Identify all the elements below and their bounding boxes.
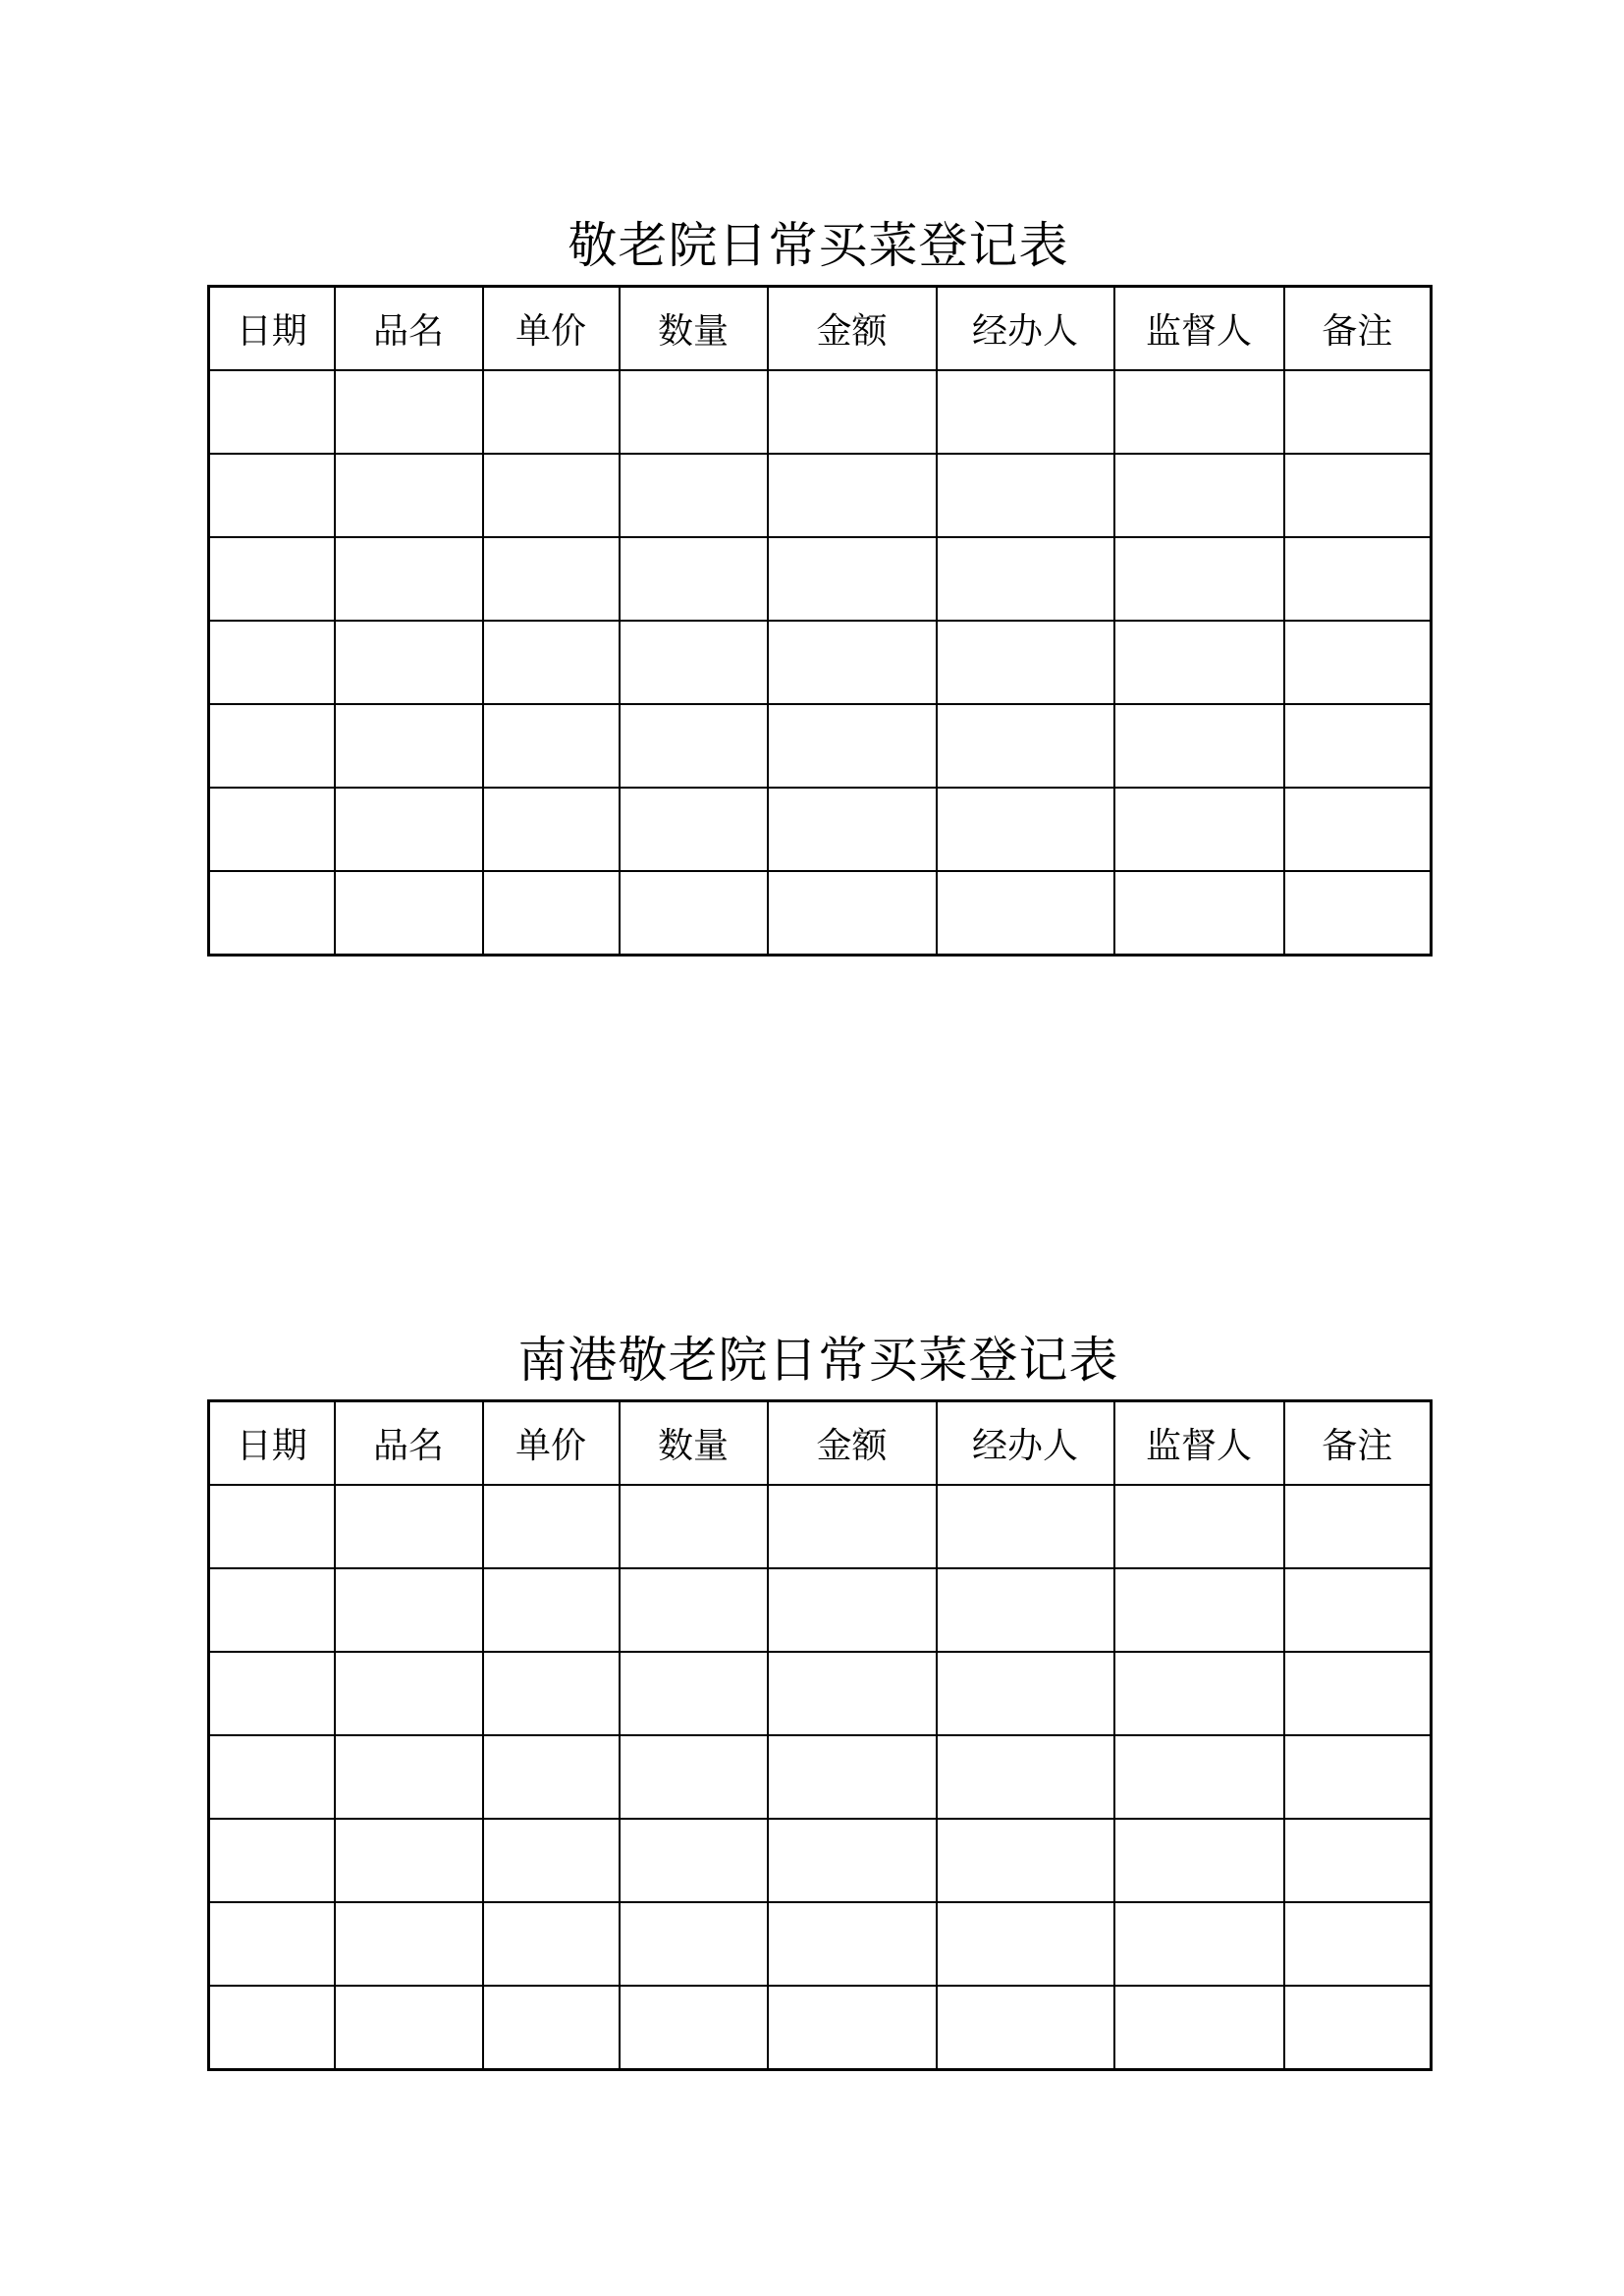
table-cell bbox=[768, 537, 937, 621]
table-cell bbox=[768, 1652, 937, 1735]
register-form-1 bbox=[207, 206, 1430, 957]
table-cell bbox=[1114, 621, 1284, 704]
table-cell bbox=[335, 788, 483, 871]
table-cell bbox=[209, 704, 335, 788]
table-cell bbox=[335, 621, 483, 704]
table-cell bbox=[335, 1986, 483, 2070]
table-cell bbox=[768, 370, 937, 454]
column-header-amount: 金额 bbox=[768, 1401, 937, 1486]
table-cell bbox=[937, 1568, 1114, 1652]
table-cell bbox=[1284, 454, 1432, 537]
table-cell bbox=[1284, 1568, 1432, 1652]
column-header-remarks: 备注 bbox=[1284, 1401, 1432, 1486]
table-cell bbox=[335, 1819, 483, 1902]
table-cell bbox=[335, 370, 483, 454]
table-cell bbox=[937, 704, 1114, 788]
table-cell bbox=[483, 788, 620, 871]
column-header-handler: 经办人 bbox=[937, 287, 1114, 371]
table-row bbox=[209, 788, 1432, 871]
table-cell bbox=[768, 454, 937, 537]
entry-rows bbox=[209, 1485, 1432, 2070]
table-cell bbox=[937, 1902, 1114, 1986]
table-cell bbox=[483, 1735, 620, 1819]
table-cell bbox=[620, 1902, 768, 1986]
table-cell bbox=[483, 1819, 620, 1902]
table-cell bbox=[1284, 788, 1432, 871]
column-header-remarks: 备注 bbox=[1284, 287, 1432, 371]
table-cell bbox=[937, 1819, 1114, 1902]
column-header-supervisor: 监督人 bbox=[1114, 287, 1284, 371]
table-cell bbox=[335, 871, 483, 956]
table-cell bbox=[209, 1819, 335, 1902]
table-cell bbox=[937, 537, 1114, 621]
table-cell bbox=[209, 1735, 335, 1819]
table-row bbox=[209, 370, 1432, 454]
table-cell bbox=[937, 1485, 1114, 1568]
table-cell bbox=[937, 1652, 1114, 1735]
table-cell bbox=[1114, 1652, 1284, 1735]
table-cell bbox=[937, 1986, 1114, 2070]
table-cell bbox=[1284, 621, 1432, 704]
table-cell bbox=[620, 621, 768, 704]
table-cell bbox=[1284, 1485, 1432, 1568]
table-cell bbox=[620, 370, 768, 454]
column-header-quantity: 数量 bbox=[620, 287, 768, 371]
table-cell bbox=[1114, 537, 1284, 621]
table-cell bbox=[335, 454, 483, 537]
table-cell bbox=[483, 1902, 620, 1986]
table-cell bbox=[620, 1819, 768, 1902]
table-cell bbox=[620, 1568, 768, 1652]
table-cell bbox=[483, 537, 620, 621]
table-cell bbox=[620, 1652, 768, 1735]
table-cell bbox=[1114, 1485, 1284, 1568]
table-cell bbox=[209, 871, 335, 956]
table-cell bbox=[768, 871, 937, 956]
table-cell bbox=[209, 1568, 335, 1652]
table-cell bbox=[209, 788, 335, 871]
table-row bbox=[209, 621, 1432, 704]
table-cell bbox=[335, 704, 483, 788]
table-cell bbox=[209, 537, 335, 621]
table-cell bbox=[937, 871, 1114, 956]
table-cell bbox=[335, 1485, 483, 1568]
table-cell bbox=[620, 1735, 768, 1819]
column-header-unit-price: 单价 bbox=[483, 1401, 620, 1486]
table-row bbox=[209, 1735, 1432, 1819]
table-row bbox=[209, 1568, 1432, 1652]
table-cell bbox=[620, 454, 768, 537]
table-cell bbox=[1114, 1568, 1284, 1652]
table-row bbox=[209, 1902, 1432, 1986]
column-header-quantity: 数量 bbox=[620, 1401, 768, 1486]
table-row bbox=[209, 454, 1432, 537]
table-row bbox=[209, 1986, 1432, 2070]
table-cell bbox=[1114, 1819, 1284, 1902]
table-cell bbox=[209, 1485, 335, 1568]
table-cell bbox=[483, 704, 620, 788]
table-cell bbox=[1284, 704, 1432, 788]
table-cell bbox=[483, 1485, 620, 1568]
column-header-date: 日期 bbox=[209, 1401, 335, 1486]
header-row bbox=[209, 1401, 1432, 1486]
column-header-handler: 经办人 bbox=[937, 1401, 1114, 1486]
register-table bbox=[207, 1399, 1433, 2071]
table-cell bbox=[483, 1652, 620, 1735]
table-cell bbox=[1114, 1735, 1284, 1819]
table-cell bbox=[768, 704, 937, 788]
table-cell bbox=[483, 1568, 620, 1652]
table-row bbox=[209, 871, 1432, 956]
table-cell bbox=[483, 621, 620, 704]
table-cell bbox=[209, 454, 335, 537]
table-cell bbox=[335, 537, 483, 621]
table-cell bbox=[620, 788, 768, 871]
table-cell bbox=[1114, 370, 1284, 454]
table-cell bbox=[335, 1902, 483, 1986]
column-header-date: 日期 bbox=[209, 287, 335, 371]
table-cell bbox=[209, 1902, 335, 1986]
table-row bbox=[209, 704, 1432, 788]
table-cell bbox=[209, 1986, 335, 2070]
table-cell bbox=[768, 1735, 937, 1819]
table-cell bbox=[937, 454, 1114, 537]
table-cell bbox=[1114, 871, 1284, 956]
table-row bbox=[209, 537, 1432, 621]
table-cell bbox=[1284, 370, 1432, 454]
table-cell bbox=[620, 871, 768, 956]
table-cell bbox=[483, 871, 620, 956]
table-cell bbox=[937, 788, 1114, 871]
table-row bbox=[209, 1819, 1432, 1902]
column-header-item-name: 品名 bbox=[335, 1401, 483, 1486]
column-header-unit-price: 单价 bbox=[483, 287, 620, 371]
table-cell bbox=[1284, 1819, 1432, 1902]
table-cell bbox=[620, 704, 768, 788]
entry-rows bbox=[209, 370, 1432, 956]
column-header-item-name: 品名 bbox=[335, 287, 483, 371]
register-table bbox=[207, 285, 1433, 957]
column-header-amount: 金额 bbox=[768, 287, 937, 371]
table-cell bbox=[1114, 788, 1284, 871]
header-row bbox=[209, 287, 1432, 371]
table-cell bbox=[1114, 454, 1284, 537]
table-cell bbox=[335, 1652, 483, 1735]
table-cell bbox=[768, 1568, 937, 1652]
table-cell bbox=[1284, 1735, 1432, 1819]
table-cell bbox=[209, 370, 335, 454]
table-cell bbox=[1114, 704, 1284, 788]
form-title: 南港敬老院日常买菜登记表 bbox=[517, 1332, 1119, 1389]
table-cell bbox=[1284, 537, 1432, 621]
table-cell bbox=[483, 370, 620, 454]
table-cell bbox=[209, 1652, 335, 1735]
table-cell bbox=[937, 370, 1114, 454]
table-cell bbox=[1284, 1986, 1432, 2070]
table-cell bbox=[937, 1735, 1114, 1819]
table-cell bbox=[1114, 1902, 1284, 1986]
register-form-2 bbox=[207, 1321, 1430, 2071]
table-cell bbox=[335, 1568, 483, 1652]
table-cell bbox=[483, 1986, 620, 2070]
table-row bbox=[209, 1652, 1432, 1735]
table-cell bbox=[1284, 1652, 1432, 1735]
table-cell bbox=[768, 1986, 937, 2070]
table-cell bbox=[209, 621, 335, 704]
table-cell bbox=[620, 1485, 768, 1568]
table-cell bbox=[620, 537, 768, 621]
table-cell bbox=[1114, 1986, 1284, 2070]
table-cell bbox=[1284, 1902, 1432, 1986]
table-cell bbox=[768, 1819, 937, 1902]
table-cell bbox=[483, 454, 620, 537]
table-cell bbox=[620, 1986, 768, 2070]
table-cell bbox=[335, 1735, 483, 1819]
table-cell bbox=[768, 788, 937, 871]
column-header-supervisor: 监督人 bbox=[1114, 1401, 1284, 1486]
table-cell bbox=[937, 621, 1114, 704]
table-cell bbox=[768, 1485, 937, 1568]
table-cell bbox=[1284, 871, 1432, 956]
form-title: 敬老院日常买菜登记表 bbox=[568, 217, 1069, 274]
table-cell bbox=[768, 621, 937, 704]
table-cell bbox=[768, 1902, 937, 1986]
table-row bbox=[209, 1485, 1432, 1568]
